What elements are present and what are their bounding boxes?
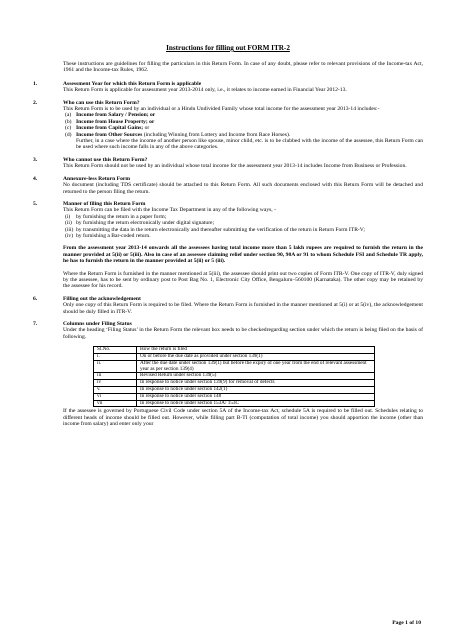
section-6 bbox=[33, 296, 423, 315]
section-heading: Manner of filing this Return Form bbox=[63, 200, 146, 207]
section-number: 5. bbox=[33, 200, 38, 207]
table-row: ii. After the due date under section 139(1) but before the expiry of one year from the end of relevant assessment year as per section 139(4) bbox=[94, 360, 375, 373]
table-row: iii Revised Return under section 139(5) bbox=[94, 373, 375, 380]
section-heading: Assessment Year for which this Return Form is applicable bbox=[63, 80, 202, 87]
section-number: 4. bbox=[33, 175, 38, 182]
table-row: vii In response to notice under section 153A/ 153C bbox=[94, 400, 375, 407]
section-7-continued bbox=[33, 408, 423, 427]
section-text: Under the heading ‘Filing Status’ in the Return Form the relevant box needs to be checkedregarding section under which the return is being filed on the basis of following. bbox=[63, 327, 423, 340]
list-item: (iii) by transmitting the data in the return electronically and thereafter submitting the verification of the return in Return Form ITR-V; bbox=[65, 226, 365, 233]
page-number: Page 1 of 10 bbox=[392, 620, 421, 626]
section-text: This Return Form can be filed with the Income Tax Department in any of the following ways, - bbox=[63, 207, 276, 214]
section-number: 6. bbox=[33, 295, 38, 302]
table-row: v. In response to notice under section 142(1) bbox=[94, 387, 375, 394]
section-heading: Who can use this Return Form? bbox=[63, 99, 140, 106]
section-heading: Annexure-less Return Form bbox=[63, 175, 131, 182]
section-heading: Who cannot use this Return Form? bbox=[63, 156, 148, 163]
bold-notice-paragraph: From the assessment year 2013-14 onwards all the assessees having total income more than 5 lakh rupees are required to furnish the return in the manner provided at 5(ii) or 5(iii). Also in case of an assessee claiming relief under section 90, 90A or 91 to whom Schedule FSI and Schedule TR apply, he has to furnish the return in the manner provided at 5(ii) or 5 (iii). bbox=[63, 245, 423, 265]
section-text: This Return Form should not be used by an individual whose total income for the assessment year 2013-14 includes Income from Business or Profession. bbox=[63, 163, 407, 170]
filing-methods-list bbox=[63, 214, 423, 240]
table-row: iv In response to notice under section 139(9) for removal of defects bbox=[94, 380, 375, 387]
itrv-paragraph: Where the Return Form is furnished in the manner mentioned at 5(iii), the assessee should print out two copies of Form ITR-V. One copy of ITR-V, duly signed by the assessee, has to be sent by ordinary post to Post Bag No. 1, Electronic City Office, Bengaluru–560100 (Karnataka). The other copy may be retained by the assessee for his record. bbox=[63, 270, 423, 290]
table-row: vi In response to notice under section 148 bbox=[94, 393, 375, 400]
section-4 bbox=[33, 176, 423, 195]
section-number: 2. bbox=[33, 99, 38, 106]
section-1 bbox=[33, 81, 423, 94]
section-number: 7. bbox=[33, 321, 38, 327]
section-text: Only one copy of this Return Form is required to be filed. Where the Return Form is furnished in the manner mentioned at 5(i) or at 5(iv), the acknowledgement should be duly filled in ITR-V. bbox=[63, 302, 423, 315]
table-header-cell: How the return is filed bbox=[137, 347, 375, 354]
list-item: (ii) by furnishing the return electronically under digital signature; bbox=[65, 220, 215, 227]
section-2 bbox=[33, 100, 423, 151]
list-item: (b) Income from House Property; or bbox=[65, 118, 155, 125]
list-item: (d) Income from Other Sources (including Winning from Lottery and Income from Race Horses). bbox=[65, 131, 291, 138]
section-heading: Filling out the acknowledgement bbox=[63, 295, 141, 302]
list-item-further: Further, in a case where the income of another person like spouse, minor child, etc. is to be clubbed with the income of the assessee, this Return Form can be used where such income falls in any of the above categories. bbox=[76, 138, 423, 151]
section-number: 3. bbox=[33, 156, 38, 163]
list-item: (iv) by furnishing a Bar-coded return. bbox=[65, 232, 151, 239]
intro-paragraph: These instructions are guidelines for filling the particulars in this Return Form. In case of any doubt, please refer to relevant provisions of the Income-tax Act, 1961 and the Income-tax Rules, 1962. bbox=[63, 61, 423, 74]
table-row: i. On or before the due date as provided under section 139(1) bbox=[94, 354, 375, 361]
income-list bbox=[63, 112, 423, 150]
section-heading: Columns under Filing Status bbox=[63, 321, 132, 327]
section-5 bbox=[33, 201, 423, 290]
list-item: (i) by furnishing the return in a paper form; bbox=[65, 213, 167, 220]
section-text: This Return Form is applicable for assessment year 2013-2014 only, i.e., it relates to income earned in Financial Year 2012-13. bbox=[63, 87, 347, 94]
section-number: 1. bbox=[33, 80, 38, 87]
filing-status-table bbox=[93, 346, 375, 407]
page-title: Instructions for filling out FORM ITR-2 bbox=[166, 44, 290, 52]
section-text: If the assessee is governed by Portuguese Civil Code under section 5A of the Income-tax Act, schedule 5A is required to be filled out. Schedules relating to different heads of income should be filled out. However, while filling part B-TI (computation of total income) you should apportion the income (other than income from salary) and enter only your bbox=[63, 408, 423, 428]
section-7 bbox=[33, 321, 423, 340]
list-item: (a) Income from Salary / Pension; or bbox=[65, 112, 156, 119]
section-text: No document (including TDS certificate) should be attached to this Return Form. All such documents enclosed with this Return Form will be detached and returned to the person filing the return. bbox=[63, 182, 423, 195]
section-3 bbox=[33, 157, 423, 170]
list-item: (c) Income from Capital Gains; or bbox=[65, 125, 150, 132]
section-text: This Return Form is to be used by an individual or a Hindu Undivided Family whose total income for the assessment year 2013-14 includes:- bbox=[63, 106, 380, 113]
table-header-cell: Sl.No. bbox=[94, 347, 137, 354]
